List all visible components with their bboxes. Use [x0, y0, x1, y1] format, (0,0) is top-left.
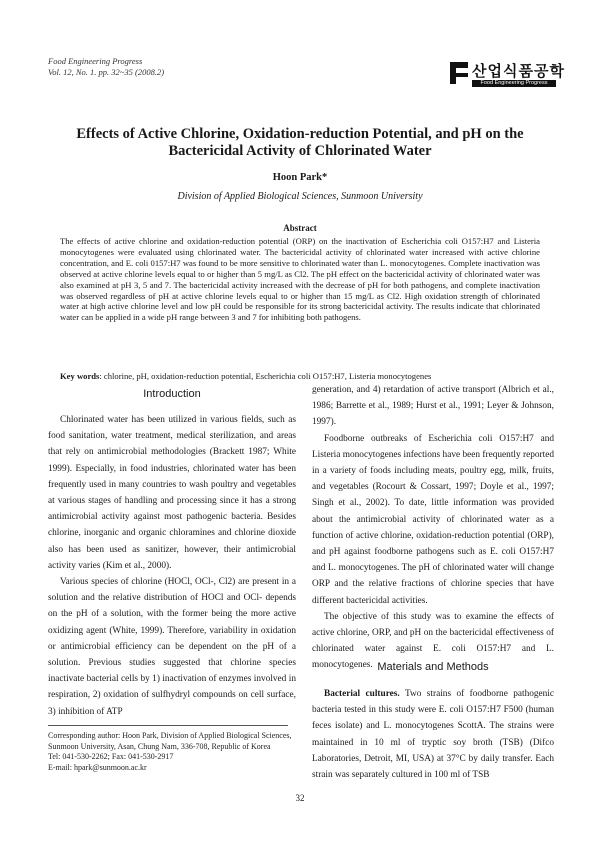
journal-logo	[450, 60, 565, 88]
intro-paragraph-1: Chlorinated water has been utilized in various fields, such as food sanitation, water treatment, medical sterilization, and areas that rely on antimicrobial methodologies (Brackett 1987; White 1999). Especially, in food industries, chlorinated water has been frequently used in many countries to wash poultry and vegetables at various stages of handling and processing since it has a strong antimicrobial activity against most pathogenic bacteria. Besides chlorine, inorganic and organic chloramines and chlorine dioxide also has been used as sanitizer, however, their antimicrobial activity varies (Kim et al., 2000).	[48, 415, 296, 571]
introduction-heading: Introduction	[143, 388, 201, 400]
left-column	[48, 412, 296, 720]
journal-volume: Vol. 12, No. 1. pp. 32~35 (2008.2)	[48, 67, 165, 77]
intro-paragraph-4: The objective of this study was to examine the effects of active chlorine, ORP, and pH on the bactericidal effectiveness of chlorinated water against E. coli O157:H7 and L. monocytogenes.	[312, 611, 554, 671]
footnote-divider	[48, 725, 288, 726]
journal-name: Food Engineering Progress	[48, 56, 143, 66]
footnote-phone: Tel: 041-530-2262; Fax: 041-530-2917	[48, 752, 174, 761]
keywords	[60, 371, 540, 381]
abstract-heading: Abstract	[283, 223, 317, 233]
intro-paragraph-3: Foodborne outbreaks of Escherichia coli O157:H7 and Listeria monocytogenes infections have been frequently reported in a variety of foods including meats, poultry egg, milk, fruits, and vegetables (Rocourt & Cossart, 1997; Doyle et al., 1997; Singh et al., 2002). To date, little information was provided about the antimicrobial activity of chlorinated water as a function of active chlorine, oxidation-reduction potential (ORP), and pH against foodborne pathogens such as E. coli O157:H7 and L. monocytogenes. The pH of chlorinated water will change ORP and the relative fractions of chlorine species that have different bactericidal activities.	[312, 433, 554, 606]
methods-subheading: Bacterial cultures.	[324, 689, 400, 699]
abstract-text: The effects of active chlorine and oxidation-reduction potential (ORP) on the inactivation of Escherichia coli O157:H7 and Listeria monocytogenes were evaluated using chlorinated water. The bactericidal activity of chlorinated water increased with active chlorine concentration, and E. coli 0157:H7 was found to be more sensitive to chlorinated water than L. monocytogenes. Complete inactivation was observed at active chlorine levels equal to or higher than 5 mg/L as Cl2. The pH effect on the bactericidal activity of chlorinated water was also examined at pH 3, 5 and 7. The bactericidal activity increased with the decrease of pH for both pathogens, and complete inactivation was observed regardless of pH at active chlorine levels equal to or higher than 15 mg/L as Cl2. High oxidation strength of chlorinated water at high active chlorine level and low pH could be responsible for its strong bactericidal activity. The results indicate that chlorinated water can be applied in a wide pH range between 3 and 7 for inhibiting both pathogens.	[60, 236, 540, 323]
methods-paragraph	[312, 686, 554, 783]
paper-title: Effects of Active Chlorine, Oxidation-reduction Potential, and pH on the Bactericidal Activity of Chlorinated Water	[76, 126, 524, 159]
methods-text: Two strains of foodborne pathogenic bacteria tested in this study were E. coli O157:H7 F500 (human feces isolate) and L. monocytogenes ScottA. The strains were maintained in 10 ml of tryptic soy broth (TSB) (Difco Laboratories, Detroit, MI, USA) at 37°C by daily transfer. Each strain was separately cultured in 100 ml of TSB	[312, 689, 555, 781]
methods-section	[312, 686, 554, 783]
keywords-label: Key words	[60, 371, 100, 381]
paper-author: Hoon Park*	[272, 172, 328, 183]
footnote-author: Corresponding author: Hoon Park, Division of Applied Biological Sciences, Sunmoon University, Asan, Chung Nam, 336-708, Republic of Korea	[48, 731, 292, 751]
methods-heading: Materials and Methods	[377, 661, 489, 673]
intro-continued: generation, and 4) retardation of active transport (Albrich et al., 1986; Barrette et al., 1989; Hurst et al., 1991; Leyer & Johnson, 1997).	[312, 385, 554, 428]
page-number: 32	[295, 793, 305, 803]
footnote-email: E-mail: hpark@sunmoon.ac.kr	[48, 762, 147, 772]
keywords-text: : chlorine, pH, oxidation-reduction potential, Escherichia coli O157:H7, Listeria monocytogenes	[99, 371, 432, 381]
author-affiliation: Division of Applied Biological Sciences, Sunmoon University	[177, 191, 423, 202]
intro-paragraph-2: Various species of chlorine (HOCl, OCl-, Cl2) are present in a solution and the relative distribution of HOCl and OCl- depends on the pH of a solution, with the former being the more active oxidizing agent (White, 1999). Therefore, variability in oxidation or antimicrobial efficiency can be dependent on the pH of a solution. Previous studies suggested that chlorine species inactivate bacterial cells by 1) inactivation of enzymes involved in respiration, 2) oxidation of sulfhydryl compounds on cell surface, 3) inhibition of ATP	[48, 577, 296, 717]
logo-korean-text: 산업식품공학	[472, 62, 565, 80]
logo-f-icon	[450, 62, 468, 84]
right-column	[312, 382, 554, 674]
journal-header	[48, 56, 164, 78]
logo-english-text: Food Engineering Progress	[472, 80, 556, 87]
footnote	[48, 731, 298, 773]
